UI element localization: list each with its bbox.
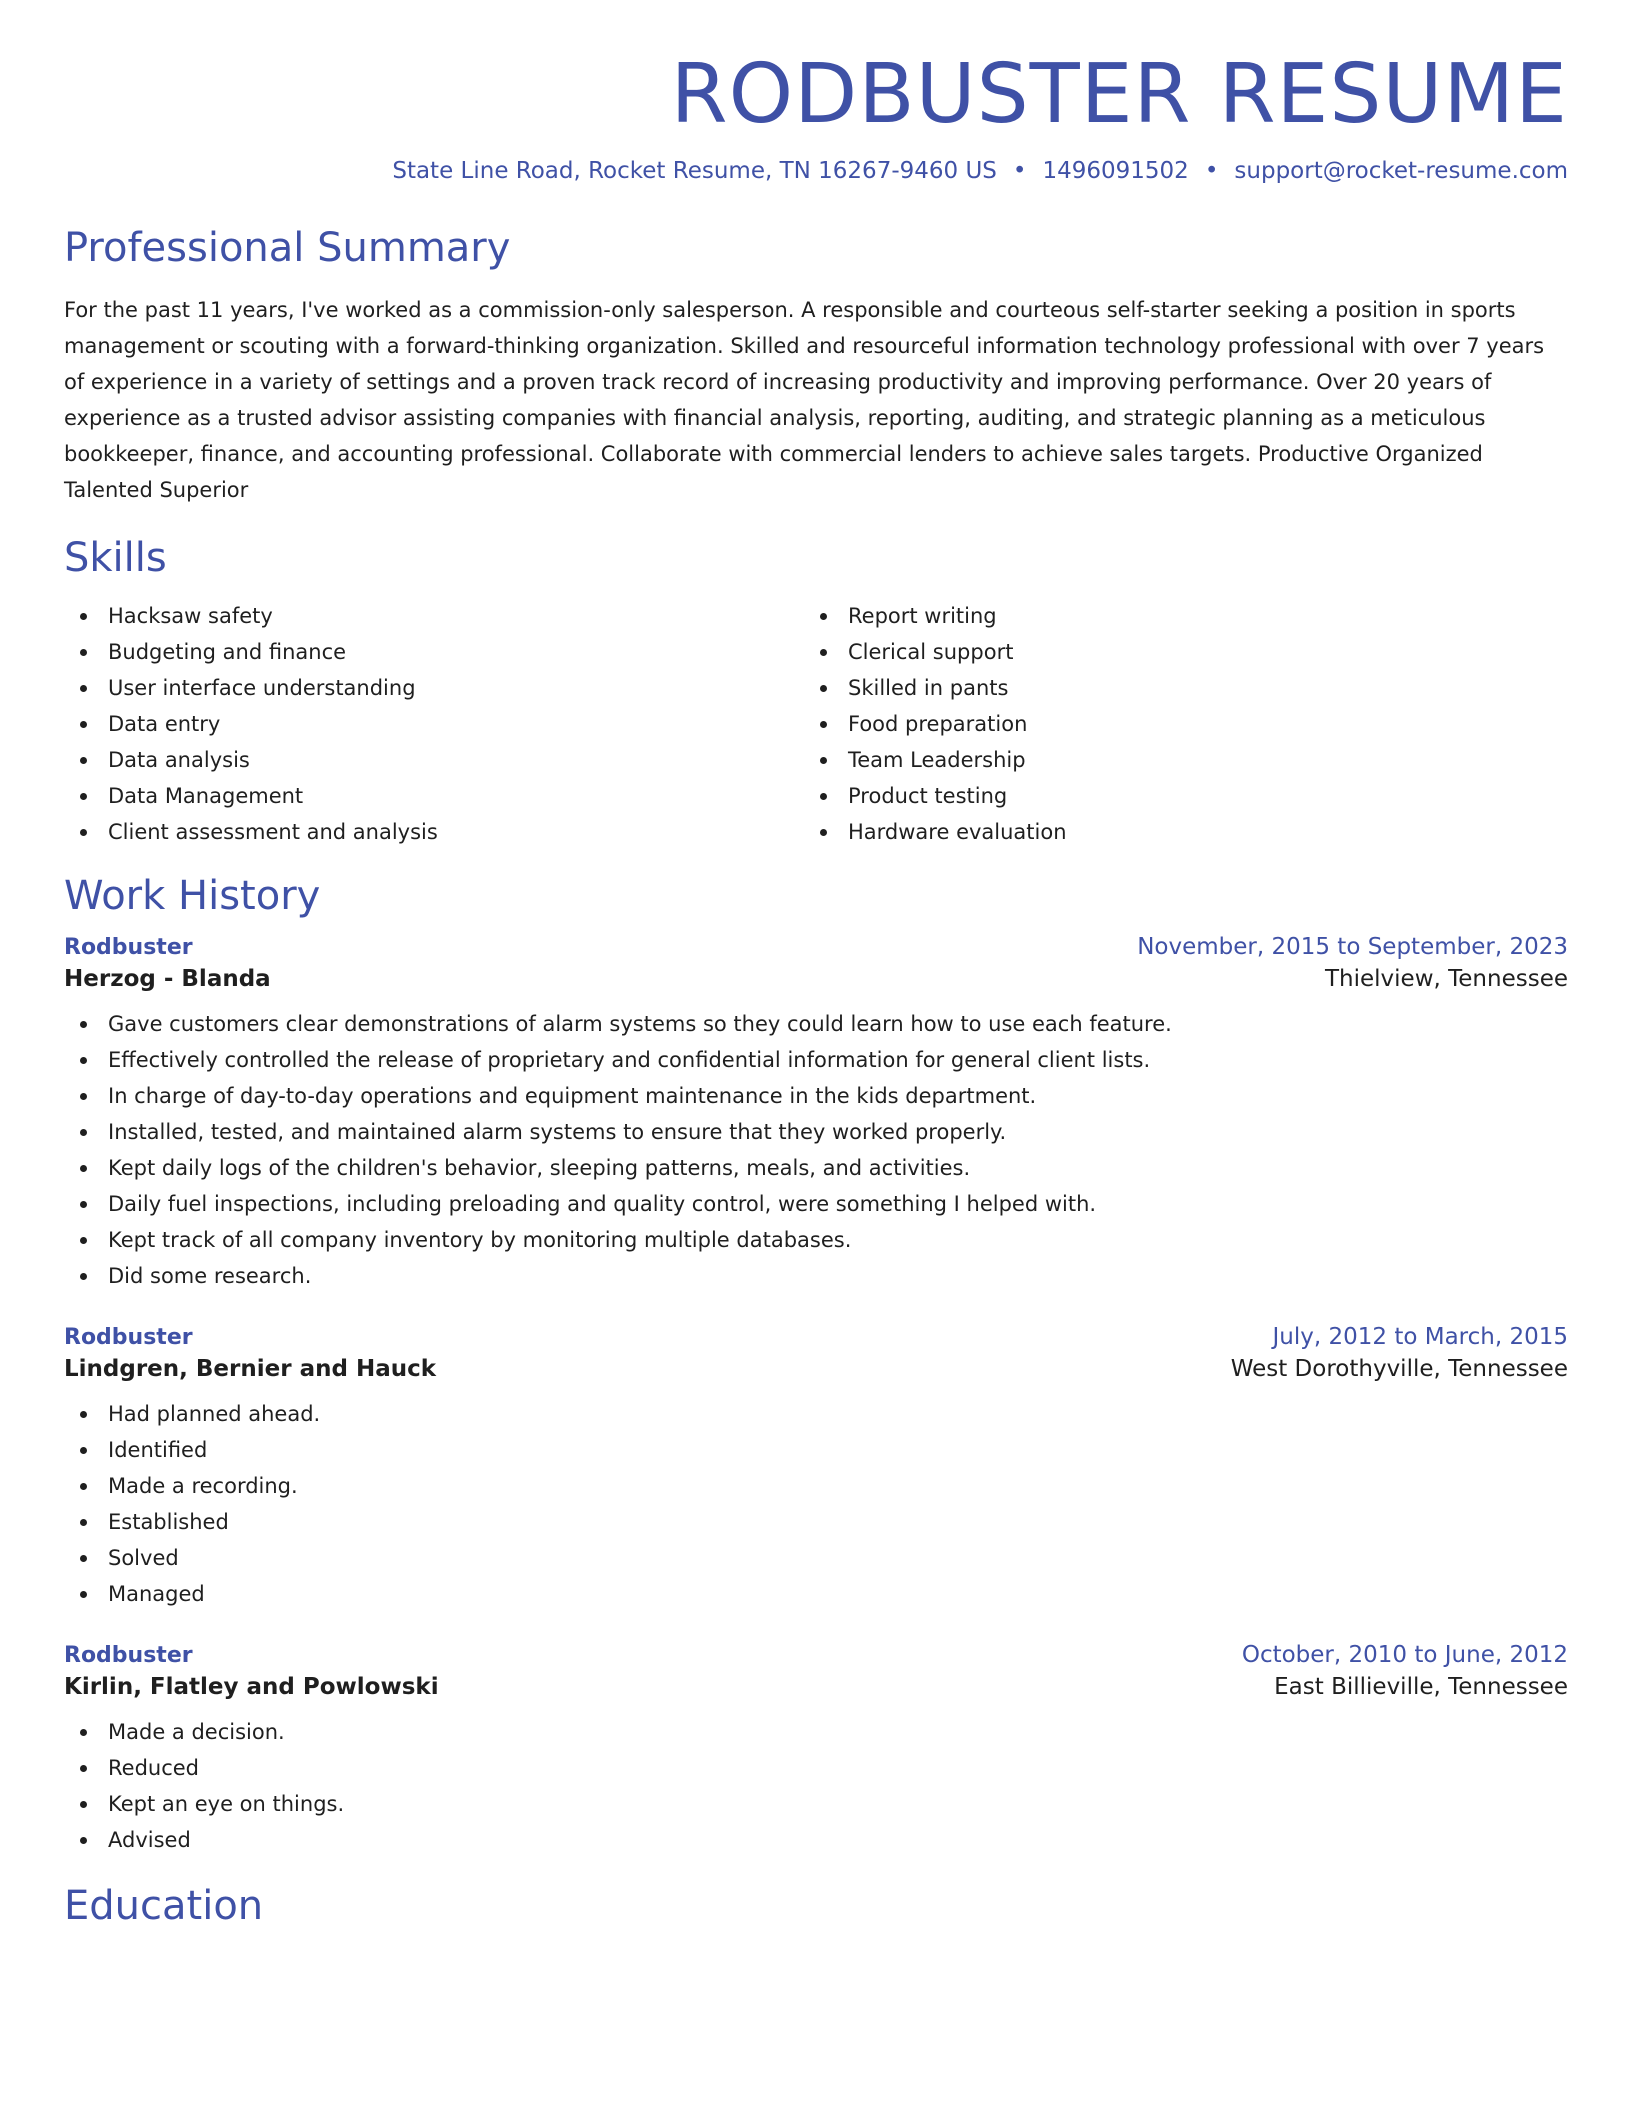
job-bullet: In charge of day-to-day operations and equipment maintenance in the kids department. bbox=[64, 1078, 1568, 1114]
job-title: Rodbuster bbox=[64, 1325, 193, 1351]
skills-column-left bbox=[64, 598, 804, 850]
job-bullet: Advised bbox=[64, 1822, 1568, 1858]
job-subheader bbox=[64, 1356, 1568, 1382]
job-bullet: Daily fuel inspections, including preloading and quality control, were something I helped with. bbox=[64, 1186, 1568, 1222]
job-company: Kirlin, Flatley and Powlowski bbox=[64, 1674, 439, 1701]
contact-email[interactable]: support@rocket-resume.com bbox=[1234, 158, 1568, 185]
skills-column-right bbox=[804, 598, 1067, 850]
job-entry bbox=[64, 1642, 1568, 1858]
contact-separator: • bbox=[1012, 158, 1027, 185]
job-header bbox=[64, 934, 1568, 960]
job-header bbox=[64, 1324, 1568, 1350]
skill-item: Report writing bbox=[804, 598, 1067, 634]
skill-item: Data analysis bbox=[64, 742, 804, 778]
job-bullet: Made a decision. bbox=[64, 1714, 1568, 1750]
job-title: Rodbuster bbox=[64, 935, 193, 961]
skill-item: Data entry bbox=[64, 706, 804, 742]
skill-item: Skilled in pants bbox=[804, 670, 1067, 706]
job-location: West Dorothyville, Tennessee bbox=[1230, 1356, 1568, 1383]
job-bullet: Reduced bbox=[64, 1750, 1568, 1786]
job-bullet: Solved bbox=[64, 1540, 1568, 1576]
job-bullet: Made a recording. bbox=[64, 1468, 1568, 1504]
skills-list bbox=[64, 598, 1568, 850]
skill-item: Clerical support bbox=[804, 634, 1067, 670]
job-bullet: Managed bbox=[64, 1576, 1568, 1612]
contact-phone: 1496091502 bbox=[1042, 158, 1189, 185]
job-bullet: Did some research. bbox=[64, 1258, 1568, 1294]
job-dates: November, 2015 to September, 2023 bbox=[1137, 934, 1568, 961]
job-header bbox=[64, 1642, 1568, 1668]
work-history-heading: Work History bbox=[64, 873, 321, 920]
skill-item: Hacksaw safety bbox=[64, 598, 804, 634]
skill-item: User interface understanding bbox=[64, 670, 804, 706]
job-location: East Billieville, Tennessee bbox=[1274, 1674, 1568, 1701]
skill-item: Client assessment and analysis bbox=[64, 814, 804, 850]
summary-heading: Professional Summary bbox=[64, 225, 511, 272]
education-heading: Education bbox=[64, 1883, 264, 1930]
skills-heading: Skills bbox=[64, 535, 167, 582]
skill-item: Budgeting and finance bbox=[64, 634, 804, 670]
job-bullet: Kept daily logs of the children's behavior, sleeping patterns, meals, and activities. bbox=[64, 1150, 1568, 1186]
job-entry bbox=[64, 934, 1568, 1294]
job-entry bbox=[64, 1324, 1568, 1612]
summary-text: For the past 11 years, I've worked as a commission-only salesperson. A responsible and courteous self-starter seeking a position in sports management or scouting with a forward-thinking organization. Skilled and resourceful information technology professional with over 7 years of experience in a variety of settings and a proven track record of increasing productivity and improving performance. Over 20 years of experience as a trusted advisor assisting companies with financial analysis, reporting, auditing, and strategic planning as a meticulous bookkeeper, finance, and accounting professional. Collaborate with commercial lenders to achieve sales targets. Productive Organized Talented Superior bbox=[64, 298, 1545, 503]
job-bullets bbox=[64, 1714, 1568, 1858]
job-bullet: Established bbox=[64, 1504, 1568, 1540]
skill-item: Team Leadership bbox=[804, 742, 1067, 778]
job-bullet: Kept track of all company inventory by monitoring multiple databases. bbox=[64, 1222, 1568, 1258]
job-location: Thielview, Tennessee bbox=[1324, 966, 1568, 993]
job-bullets bbox=[64, 1396, 1568, 1612]
job-bullet: Effectively controlled the release of proprietary and confidential information for general client lists. bbox=[64, 1042, 1568, 1078]
job-subheader bbox=[64, 966, 1568, 992]
contact-separator: • bbox=[1204, 158, 1219, 185]
job-dates: July, 2012 to March, 2015 bbox=[1272, 1324, 1568, 1351]
job-company: Lindgren, Bernier and Hauck bbox=[64, 1356, 437, 1383]
skill-item: Product testing bbox=[804, 778, 1067, 814]
skill-item: Food preparation bbox=[804, 706, 1067, 742]
job-bullets bbox=[64, 1006, 1568, 1294]
job-title: Rodbuster bbox=[64, 1643, 193, 1669]
contact-line bbox=[64, 158, 1568, 184]
job-bullet: Identified bbox=[64, 1432, 1568, 1468]
job-subheader bbox=[64, 1674, 1568, 1700]
job-company: Herzog - Blanda bbox=[64, 966, 271, 993]
resume-name: RODBUSTER RESUME bbox=[670, 47, 1568, 142]
job-bullet: Kept an eye on things. bbox=[64, 1786, 1568, 1822]
job-dates: October, 2010 to June, 2012 bbox=[1241, 1642, 1568, 1669]
job-bullet: Gave customers clear demonstrations of alarm systems so they could learn how to use each feature. bbox=[64, 1006, 1568, 1042]
job-bullet: Had planned ahead. bbox=[64, 1396, 1568, 1432]
skill-item: Hardware evaluation bbox=[804, 814, 1067, 850]
job-bullet: Installed, tested, and maintained alarm systems to ensure that they worked properly. bbox=[64, 1114, 1568, 1150]
skill-item: Data Management bbox=[64, 778, 804, 814]
contact-address: State Line Road, Rocket Resume, TN 16267-9460 US bbox=[392, 158, 997, 185]
